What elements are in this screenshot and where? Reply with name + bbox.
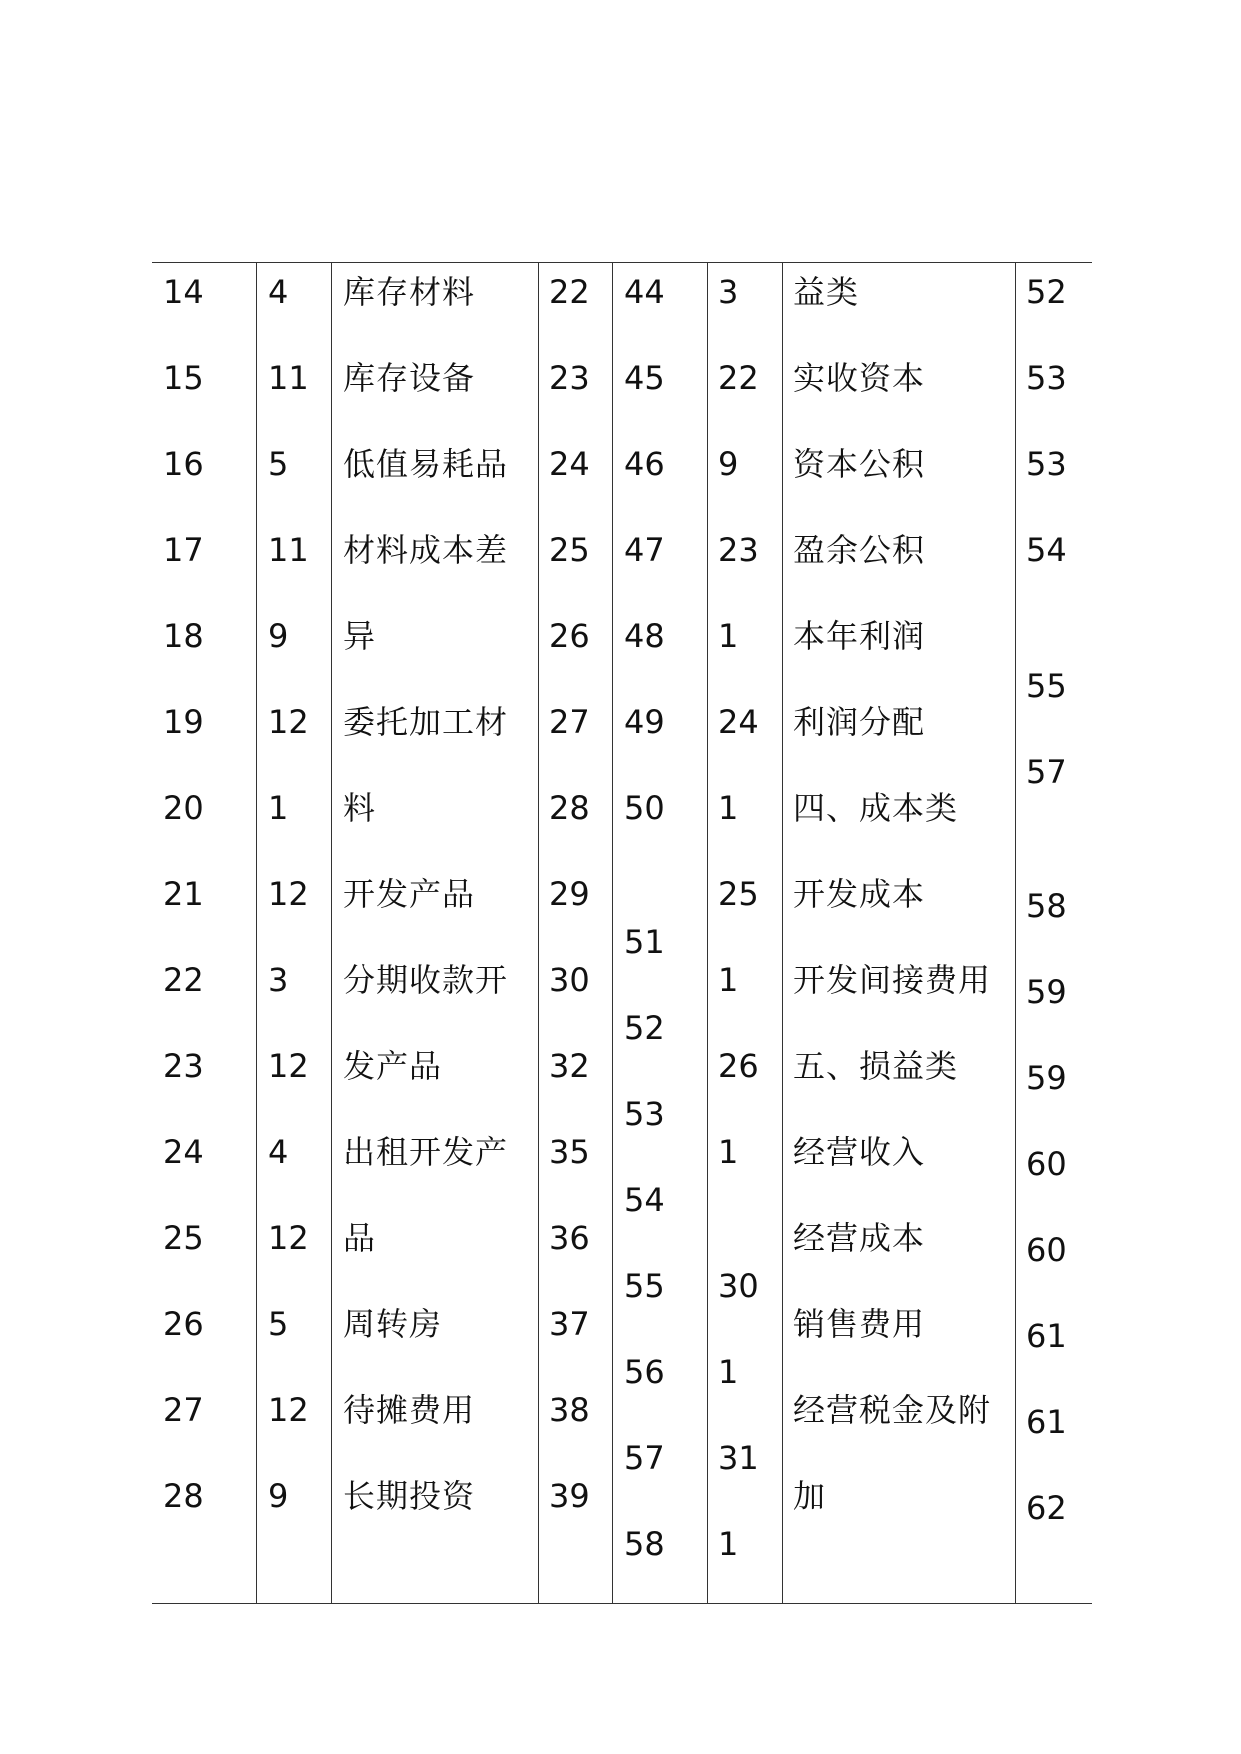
- col6-cell: 1: [718, 1525, 739, 1563]
- col2-cell: 12: [268, 875, 309, 913]
- col6-cell: 24: [718, 703, 759, 741]
- col5-cell: 55: [624, 1267, 665, 1305]
- col5-cell: 53: [624, 1095, 665, 1133]
- col2-cell: 5: [268, 1305, 289, 1343]
- col4-cell: 26: [549, 617, 590, 655]
- col3-cell: 长期投资: [343, 1477, 476, 1515]
- col6-cell: 22: [718, 359, 759, 397]
- col3-cell: 发产品: [343, 1047, 443, 1085]
- col5-cell: 50: [624, 789, 665, 827]
- col5-cell: 56: [624, 1353, 665, 1391]
- col3-cell: 委托加工材: [343, 703, 509, 741]
- col7-cell: 本年利润: [793, 617, 926, 655]
- col1-cell: 18: [163, 617, 204, 655]
- col5-cell: 45: [624, 359, 665, 397]
- col6-cell: 9: [718, 445, 739, 483]
- column-divider: [612, 263, 613, 1603]
- col3-cell: 库存材料: [343, 273, 476, 311]
- col4-cell: 36: [549, 1219, 590, 1257]
- col5-cell: 47: [624, 531, 665, 569]
- col7-cell: 益类: [793, 273, 860, 311]
- col7-cell: 经营收入: [793, 1133, 926, 1171]
- col6-cell: 3: [718, 273, 739, 311]
- col1-cell: 19: [163, 703, 204, 741]
- col1-cell: 16: [163, 445, 204, 483]
- col6-cell: 1: [718, 789, 739, 827]
- col5-cell: 58: [624, 1525, 665, 1563]
- col3-cell: 出租开发产: [343, 1133, 509, 1171]
- col2-cell: 11: [268, 359, 309, 397]
- col4-cell: 32: [549, 1047, 590, 1085]
- col8-cell: 53: [1026, 445, 1067, 483]
- col4-cell: 28: [549, 789, 590, 827]
- col8-cell: 52: [1026, 273, 1067, 311]
- col2-cell: 3: [268, 961, 289, 999]
- col8-cell: 60: [1026, 1145, 1067, 1183]
- col8-cell: 58: [1026, 887, 1067, 925]
- col7-cell: 经营税金及附: [793, 1391, 992, 1429]
- col6-cell: 26: [718, 1047, 759, 1085]
- col5-cell: 46: [624, 445, 665, 483]
- col8-cell: 61: [1026, 1317, 1067, 1355]
- col2-cell: 9: [268, 1477, 289, 1515]
- col5-cell: 44: [624, 273, 665, 311]
- col2-cell: 9: [268, 617, 289, 655]
- col2-cell: 5: [268, 445, 289, 483]
- col2-cell: 1: [268, 789, 289, 827]
- col7-cell: 加: [793, 1477, 827, 1515]
- col2-cell: 12: [268, 703, 309, 741]
- col7-cell: 利润分配: [793, 703, 926, 741]
- col1-cell: 23: [163, 1047, 204, 1085]
- col7-cell: 资本公积: [793, 445, 926, 483]
- col4-cell: 30: [549, 961, 590, 999]
- col7-cell: 销售费用: [793, 1305, 926, 1343]
- col8-cell: 59: [1026, 973, 1067, 1011]
- col5-cell: 48: [624, 617, 665, 655]
- col1-cell: 22: [163, 961, 204, 999]
- col5-cell: 52: [624, 1009, 665, 1047]
- col5-cell: 51: [624, 923, 665, 961]
- col7-cell: 开发成本: [793, 875, 926, 913]
- col1-cell: 27: [163, 1391, 204, 1429]
- col8-cell: 59: [1026, 1059, 1067, 1097]
- col6-cell: 1: [718, 961, 739, 999]
- col8-cell: 60: [1026, 1231, 1067, 1269]
- col4-cell: 35: [549, 1133, 590, 1171]
- col6-cell: 1: [718, 1353, 739, 1391]
- col1-cell: 14: [163, 273, 204, 311]
- col3-cell: 库存设备: [343, 359, 476, 397]
- col1-cell: 21: [163, 875, 204, 913]
- col1-cell: 28: [163, 1477, 204, 1515]
- col6-cell: 30: [718, 1267, 759, 1305]
- column-divider: [1015, 263, 1016, 1603]
- col5-cell: 49: [624, 703, 665, 741]
- col3-cell: 待摊费用: [343, 1391, 476, 1429]
- col4-cell: 27: [549, 703, 590, 741]
- col3-cell: 开发产品: [343, 875, 476, 913]
- col8-cell: 53: [1026, 359, 1067, 397]
- col2-cell: 11: [268, 531, 309, 569]
- col1-cell: 15: [163, 359, 204, 397]
- col2-cell: 4: [268, 1133, 289, 1171]
- col5-cell: 54: [624, 1181, 665, 1219]
- col4-cell: 39: [549, 1477, 590, 1515]
- col6-cell: 1: [718, 617, 739, 655]
- col4-cell: 24: [549, 445, 590, 483]
- col1-cell: 17: [163, 531, 204, 569]
- col3-cell: 低值易耗品: [343, 445, 509, 483]
- col1-cell: 24: [163, 1133, 204, 1171]
- col7-cell: 四、成本类: [793, 789, 959, 827]
- column-divider: [782, 263, 783, 1603]
- col7-cell: 五、损益类: [793, 1047, 959, 1085]
- col8-cell: 54: [1026, 531, 1067, 569]
- col7-cell: 经营成本: [793, 1219, 926, 1257]
- col3-cell: 异: [343, 617, 377, 655]
- col2-cell: 4: [268, 273, 289, 311]
- col4-cell: 25: [549, 531, 590, 569]
- column-divider: [331, 263, 332, 1603]
- col3-cell: 周转房: [343, 1305, 443, 1343]
- column-divider: [707, 263, 708, 1603]
- col1-cell: 20: [163, 789, 204, 827]
- col2-cell: 12: [268, 1219, 309, 1257]
- col8-cell: 62: [1026, 1489, 1067, 1527]
- col4-cell: 37: [549, 1305, 590, 1343]
- col8-cell: 55: [1026, 667, 1067, 705]
- col6-cell: 31: [718, 1439, 759, 1477]
- col3-cell: 品: [343, 1219, 377, 1257]
- col3-cell: 材料成本差: [343, 531, 509, 569]
- column-divider: [538, 263, 539, 1603]
- column-divider: [256, 263, 257, 1603]
- col7-cell: 盈余公积: [793, 531, 926, 569]
- col6-cell: 25: [718, 875, 759, 913]
- col7-cell: 实收资本: [793, 359, 926, 397]
- col1-cell: 26: [163, 1305, 204, 1343]
- col6-cell: 23: [718, 531, 759, 569]
- col2-cell: 12: [268, 1047, 309, 1085]
- col2-cell: 12: [268, 1391, 309, 1429]
- col1-cell: 25: [163, 1219, 204, 1257]
- col4-cell: 38: [549, 1391, 590, 1429]
- col4-cell: 29: [549, 875, 590, 913]
- col7-cell: 开发间接费用: [793, 961, 992, 999]
- col4-cell: 22: [549, 273, 590, 311]
- col8-cell: 57: [1026, 753, 1067, 791]
- col3-cell: 分期收款开: [343, 961, 509, 999]
- col4-cell: 23: [549, 359, 590, 397]
- col3-cell: 料: [343, 789, 377, 827]
- col5-cell: 57: [624, 1439, 665, 1477]
- col6-cell: 1: [718, 1133, 739, 1171]
- col8-cell: 61: [1026, 1403, 1067, 1441]
